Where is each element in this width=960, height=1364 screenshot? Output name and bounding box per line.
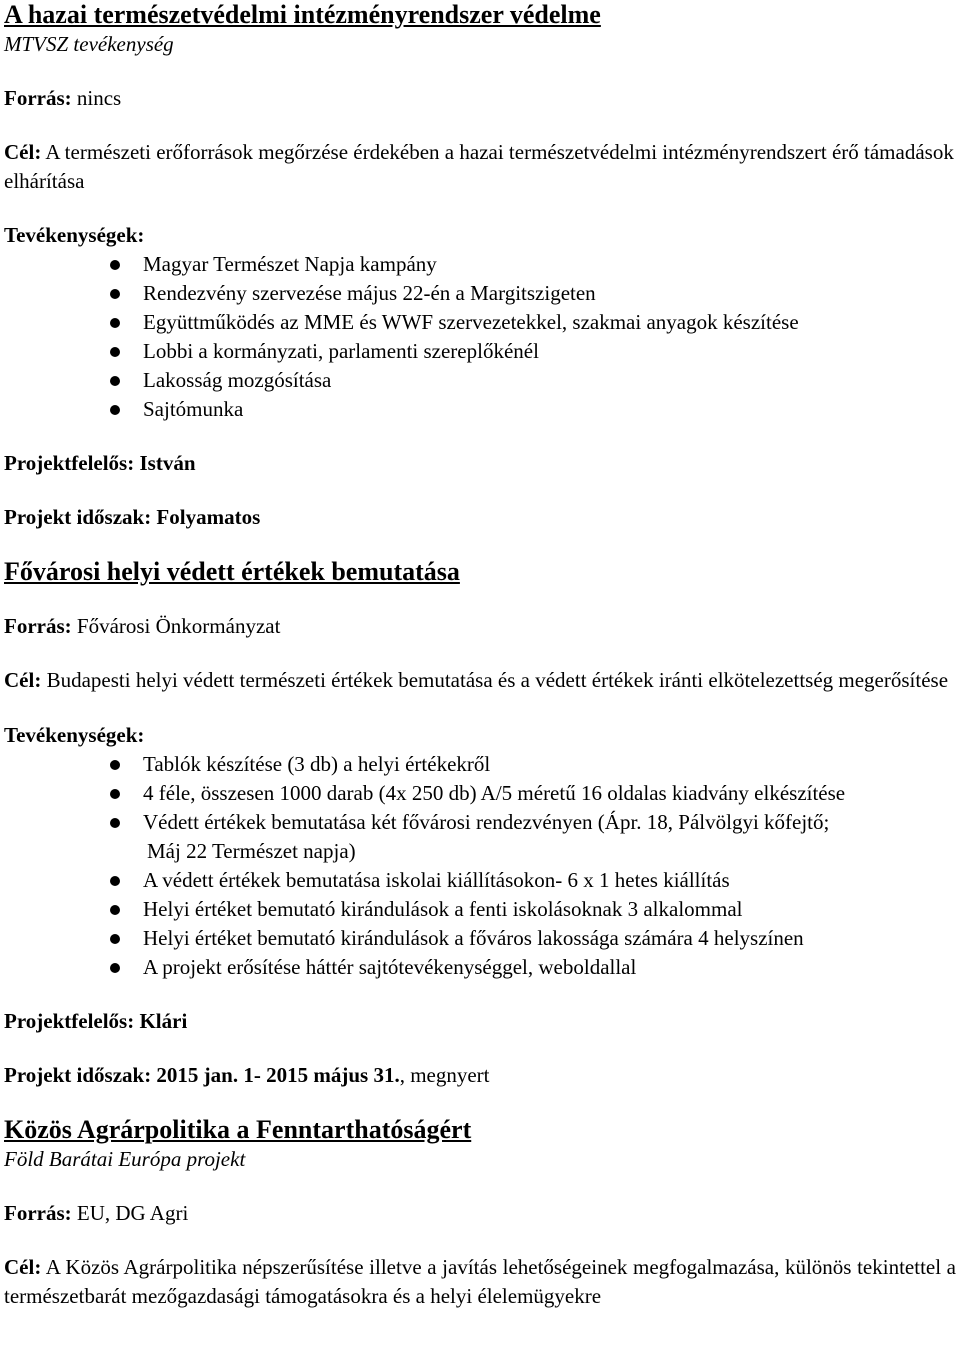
goal-line bbox=[4, 1253, 956, 1311]
list-item: Helyi értéket bemutató kirándulások a fenti iskolásoknak 3 alkalommal bbox=[4, 895, 956, 924]
list-item: Együttműködés az MME és WWF szervezetekkel, szakmai anyagok készítése bbox=[4, 308, 956, 337]
bullet-icon bbox=[110, 963, 120, 973]
goal-line bbox=[4, 666, 956, 695]
section-2 bbox=[4, 557, 956, 1090]
list-item: Helyi értéket bemutató kirándulások a főváros lakossága számára 4 helyszínen bbox=[4, 924, 956, 953]
bullet-icon bbox=[110, 760, 120, 770]
source-value: nincs bbox=[71, 86, 122, 110]
bullet-icon bbox=[110, 318, 120, 328]
list-item: Védett értékek bemutatása két fővárosi rendezvényen (Ápr. 18, Pálvölgyi kőfejtő; Máj 22 Természet napja) bbox=[4, 808, 956, 866]
source-value: EU, DG Agri bbox=[71, 1201, 189, 1225]
bullet-icon bbox=[110, 347, 120, 357]
responsible-line: Projektfelelős: István bbox=[4, 451, 196, 475]
section-title: Fővárosi helyi védett értékek bemutatása bbox=[4, 557, 460, 586]
goal-label: Cél: bbox=[4, 1255, 42, 1279]
list-item: Lobbi a kormányzati, parlamenti szereplőkénél bbox=[4, 337, 956, 366]
section-1 bbox=[4, 0, 956, 532]
goal-label: Cél: bbox=[4, 140, 42, 164]
source-value: Fővárosi Önkormányzat bbox=[71, 614, 281, 638]
activities-list bbox=[4, 250, 956, 424]
activities-heading: Tevékenységek: bbox=[4, 723, 145, 747]
bullet-icon bbox=[110, 905, 120, 915]
period-line bbox=[4, 1061, 956, 1090]
goal-line bbox=[4, 138, 956, 196]
section-title: A hazai természetvédelmi intézményrendszer védelme bbox=[4, 0, 601, 29]
list-item: 4 féle, összesen 1000 darab (4x 250 db) A/5 méretű 16 oldalas kiadvány elkészítése bbox=[4, 779, 956, 808]
source-label: Forrás: bbox=[4, 86, 72, 110]
section-title: Közös Agrárpolitika a Fenntarthatóságért bbox=[4, 1115, 472, 1144]
list-item-continuation: Máj 22 Természet napja) bbox=[147, 839, 356, 863]
period-label: Projekt időszak: 2015 jan. 1- 2015 május 31. bbox=[4, 1063, 400, 1087]
activities-list bbox=[4, 750, 956, 982]
goal-value: A természeti erőforrások megőrzése érdekében a hazai természetvédelmi intézményrendszert érő támadások elhárítása bbox=[4, 140, 954, 193]
bullet-icon bbox=[110, 376, 120, 386]
section-3 bbox=[4, 1115, 956, 1311]
section-subtitle: Föld Barátai Európa projekt bbox=[4, 1147, 246, 1171]
goal-value: A Közös Agrárpolitika népszerűsítése illetve a javítás lehetőségeinek megfogalmazása, különös tekintettel a természetbarát mezőgazdasági támogatásokra és a helyi élelemügyekre bbox=[4, 1255, 956, 1308]
bullet-icon bbox=[110, 260, 120, 270]
source-line bbox=[4, 84, 956, 113]
goal-label: Cél: bbox=[4, 668, 42, 692]
bullet-icon bbox=[110, 789, 120, 799]
document-page bbox=[4, 0, 956, 1311]
period-status: , megnyert bbox=[399, 1063, 490, 1087]
source-label: Forrás: bbox=[4, 614, 72, 638]
responsible-line: Projektfelelős: Klári bbox=[4, 1009, 188, 1033]
activities-heading: Tevékenységek: bbox=[4, 223, 145, 247]
bullet-icon bbox=[110, 934, 120, 944]
period-line: Projekt időszak: Folyamatos bbox=[4, 505, 261, 529]
goal-value: Budapesti helyi védett természeti értékek bemutatása és a védett értékek iránti elkötelezettség megerősítése bbox=[41, 668, 949, 692]
list-item: Rendezvény szervezése május 22-én a Margitszigeten bbox=[4, 279, 956, 308]
section-subtitle: MTVSZ tevékenység bbox=[4, 32, 174, 56]
bullet-icon bbox=[110, 289, 120, 299]
bullet-icon bbox=[110, 818, 120, 828]
source-label: Forrás: bbox=[4, 1201, 72, 1225]
list-item: A védett értékek bemutatása iskolai kiállításokon- 6 x 1 hetes kiállítás bbox=[4, 866, 956, 895]
list-item: A projekt erősítése háttér sajtótevékenységgel, weboldallal bbox=[4, 953, 956, 982]
source-line bbox=[4, 1199, 956, 1228]
list-item: Magyar Természet Napja kampány bbox=[4, 250, 956, 279]
list-item: Lakosság mozgósítása bbox=[4, 366, 956, 395]
list-item: Tablók készítése (3 db) a helyi értékekről bbox=[4, 750, 956, 779]
source-line bbox=[4, 612, 956, 641]
bullet-icon bbox=[110, 876, 120, 886]
bullet-icon bbox=[110, 405, 120, 415]
list-item: Sajtómunka bbox=[4, 395, 956, 424]
